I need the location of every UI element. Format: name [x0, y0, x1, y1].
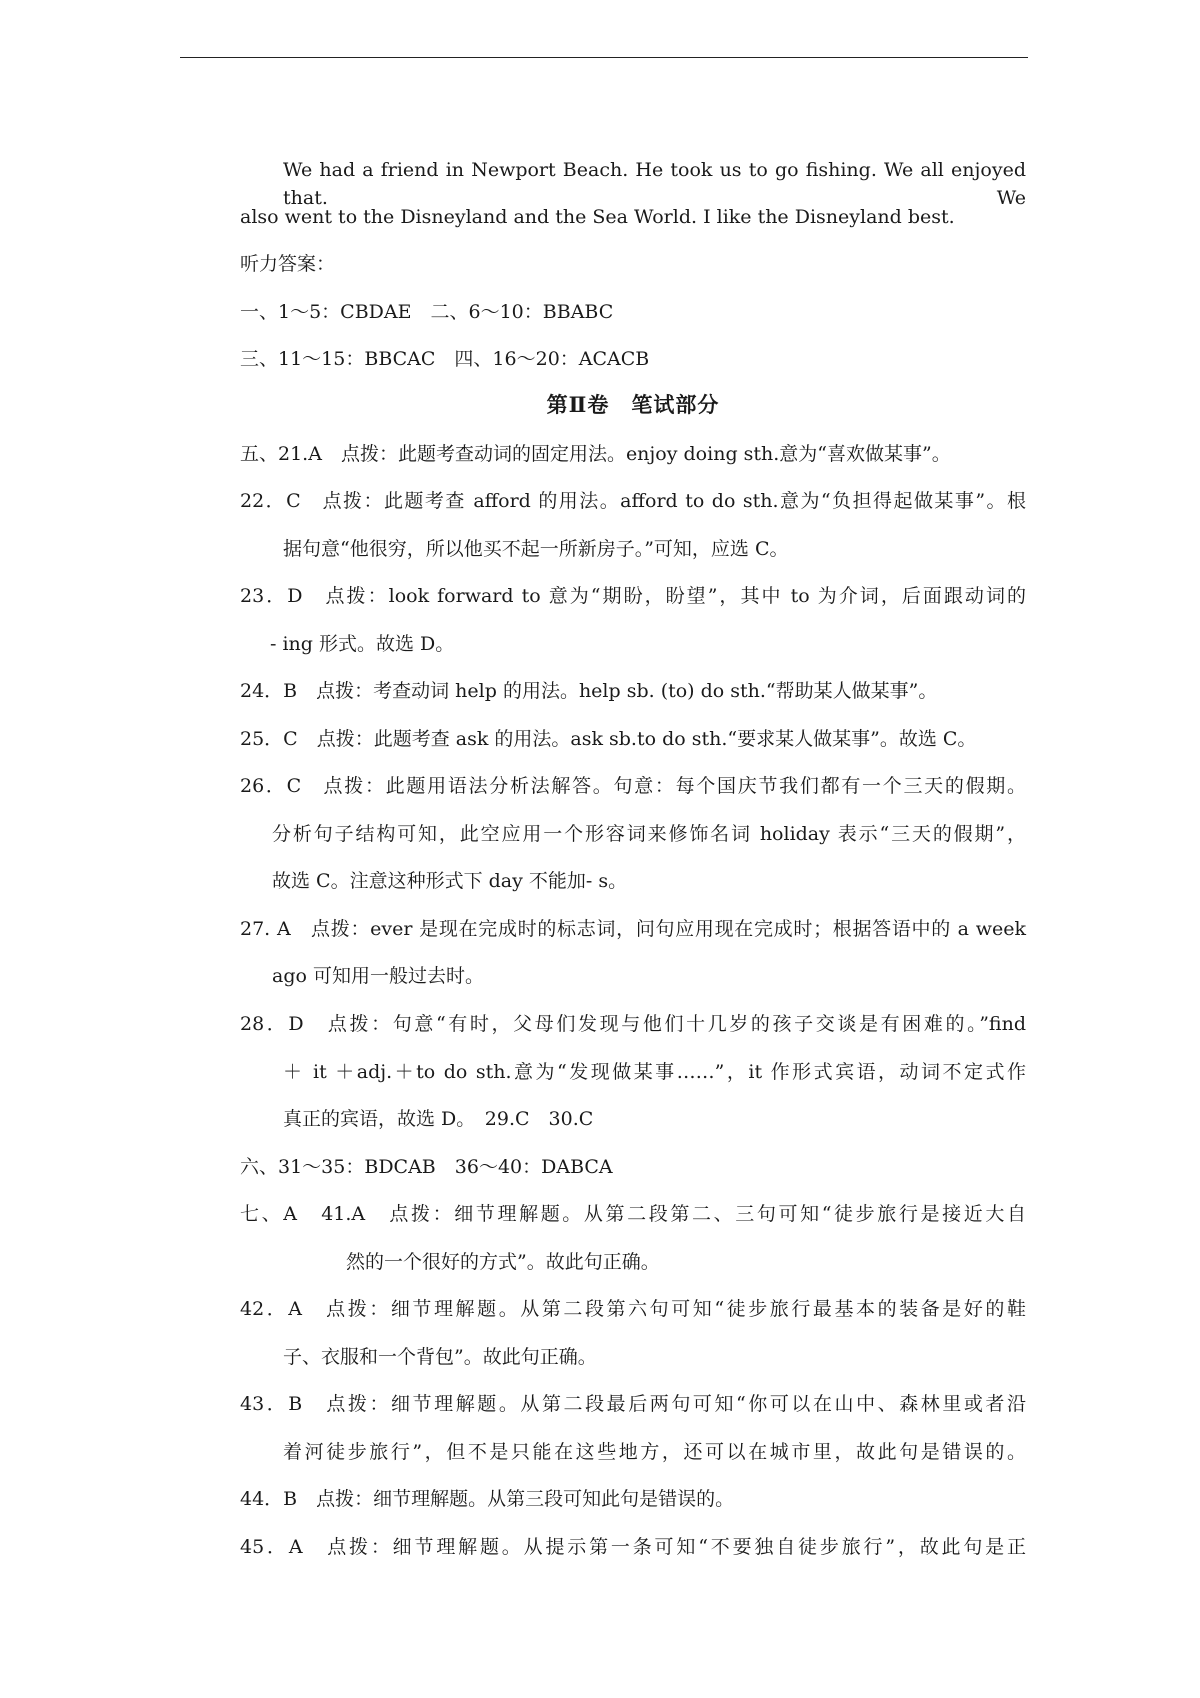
- text-line: ＋ it ＋adj.＋to do sth.意为“发现做某事……”，it 作形式宾语，动词不定式作: [283, 1061, 1026, 1083]
- text-line: 据句意“他很穷，所以他买不起一所新房子。”可知，应选 C。: [283, 538, 789, 560]
- text-line: 分析句子结构可知，此空应用一个形容词来修饰名词 holiday 表示“三天的假期”，: [272, 823, 1026, 845]
- text-line: 子、衣服和一个背包”。故此句正确。: [283, 1346, 597, 1368]
- text-line: 真正的宾语，故选 D。 29.C 30.C: [283, 1108, 594, 1130]
- text-line: ago 可知用一般过去时。: [272, 965, 484, 987]
- text-line: 22．C 点拨：此题考查 afford 的用法。afford to do sth.意为“负担得起做某事”。根: [240, 490, 1026, 512]
- text-line: 28．D 点拨：句意“有时，父母们发现与他们十几岁的孩子交谈是有困难的。”find: [240, 1013, 1026, 1035]
- text-line: - ing 形式。故选 D。: [270, 633, 455, 655]
- text-line: 六、31～35：BDCAB 36～40：DABCA: [240, 1156, 613, 1178]
- text-line: 42．A 点拨：细节理解题。从第二段第六句可知“徒步旅行最基本的装备是好的鞋: [240, 1298, 1026, 1320]
- text-line: 45．A 点拨：细节理解题。从提示第一条可知“不要独自徒步旅行”，故此句是正: [240, 1536, 1026, 1558]
- text-line: 26．C 点拨：此题用语法分析法解答。句意：每个国庆节我们都有一个三天的假期。: [240, 775, 1026, 797]
- text-line: 听力答案：: [240, 253, 336, 275]
- text-line: 然的一个很好的方式”。故此句正确。: [346, 1251, 660, 1273]
- text-line: 一、1～5：CBDAE 二、6～10：BBABC: [240, 301, 614, 323]
- text-line: 故选 C。注意这种形式下 day 不能加- s。: [272, 870, 628, 892]
- text-line: 25．C 点拨：此题考查 ask 的用法。ask sb.to do sth.“要求某人做某事”。故选 C。: [240, 728, 977, 750]
- text-line: 24．B 点拨：考查动词 help 的用法。help sb. (to) do sth.“帮助某人做某事”。: [240, 680, 938, 702]
- text-line: 27. A 点拨：ever 是现在完成时的标志词，问句应用现在完成时；根据答语中的 a week: [240, 918, 1026, 940]
- text-line: 着河徒步旅行”，但不是只能在这些地方，还可以在城市里，故此句是错误的。: [283, 1441, 1026, 1463]
- text-line: also went to the Disneyland and the Sea World. I like the Disneyland best.: [240, 206, 955, 228]
- text-line: 44．B 点拨：细节理解题。从第三段可知此句是错误的。: [240, 1488, 735, 1510]
- section-title: 第Ⅱ卷 笔试部分: [546, 392, 720, 417]
- text-line: 43．B 点拨：细节理解题。从第二段最后两句可知“你可以在山中、森林里或者沿: [240, 1393, 1026, 1415]
- text-line: 五、21.A 点拨：此题考查动词的固定用法。enjoy doing sth.意为“喜欢做某事”。: [240, 443, 951, 465]
- text-line: 三、11～15：BBCAC 四、16～20：ACACB: [240, 348, 650, 370]
- text-line: 七、A 41.A 点拨：细节理解题。从第二段第二、三句可知“徒步旅行是接近大自: [240, 1203, 1026, 1225]
- header-rule: [180, 57, 1028, 58]
- text-line: 23．D 点拨：look forward to 意为“期盼，盼望”，其中 to 为介词，后面跟动词的: [240, 585, 1026, 607]
- text-line: We had a friend in Newport Beach. He took us to go fishing. We all enjoyed that. We: [283, 159, 1026, 209]
